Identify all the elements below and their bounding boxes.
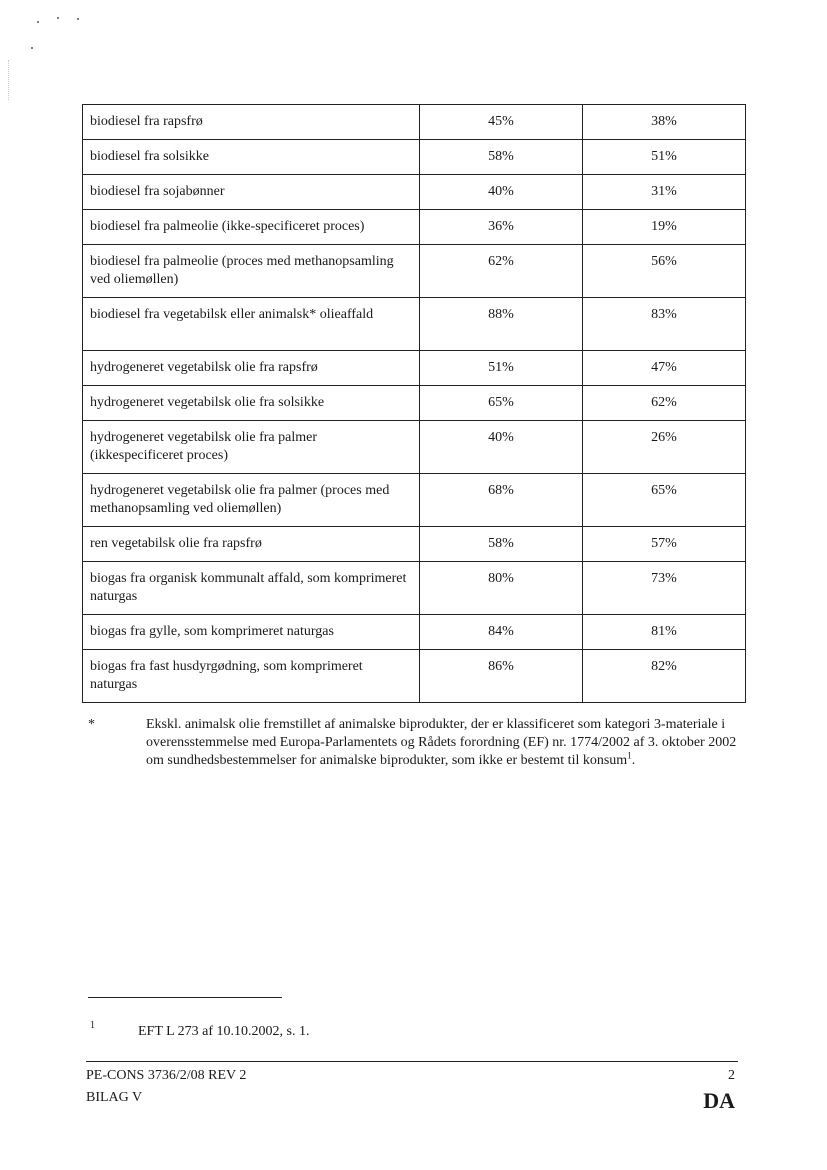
pathway-cell: ren vegetabilsk olie fra rapsfrø [83, 527, 420, 562]
default-value-cell: 47% [583, 351, 746, 386]
default-value-cell: 81% [583, 615, 746, 650]
scan-margin-mark [8, 60, 9, 100]
table-row [83, 386, 746, 421]
pathway-cell: biodiesel fra vegetabilsk eller animalsk* olieaffald [83, 298, 420, 351]
typical-value-cell: 68% [420, 474, 583, 527]
default-value-cell: 51% [583, 140, 746, 175]
default-value-cell: 38% [583, 105, 746, 140]
pathway-cell: biodiesel fra palmeolie (ikke-specificeret proces) [83, 210, 420, 245]
note-body: Ekskl. animalsk olie fremstillet af animalske biprodukter, der er klassificeret som kategori 3-materiale i overensstemmelse med Europa-Parlamentets og Rådets forordning (EF) nr. 1774/2002 af 3. oktober 2002 om sundhedsbestemmelser for animalske biprodukter, som ikke er bestemt til konsum [146, 717, 737, 768]
table-row [83, 562, 746, 615]
pathway-cell: biogas fra gylle, som komprimeret naturgas [83, 615, 420, 650]
footnote-text: EFT L 273 af 10.10.2002, s. 1. [138, 1024, 310, 1039]
pathway-cell: hydrogeneret vegetabilsk olie fra palmer (ikkespecificeret proces) [83, 421, 420, 474]
scan-specks [30, 10, 90, 50]
pathway-cell: hydrogeneret vegetabilsk olie fra solsikke [83, 386, 420, 421]
footnote-number: 1 [90, 1020, 95, 1031]
typical-value-cell: 86% [420, 650, 583, 703]
default-value-cell: 57% [583, 527, 746, 562]
table-row [83, 650, 746, 703]
pathway-cell: biodiesel fra sojabønner [83, 175, 420, 210]
table-row [83, 527, 746, 562]
default-value-cell: 65% [583, 474, 746, 527]
typical-value-cell: 51% [420, 351, 583, 386]
default-value-cell: 19% [583, 210, 746, 245]
default-value-cell: 82% [583, 650, 746, 703]
document-id: PE-CONS 3736/2/08 REV 2 [86, 1068, 247, 1083]
footer-divider [86, 1061, 738, 1062]
table-row [83, 175, 746, 210]
table-row [83, 210, 746, 245]
note-text [146, 716, 746, 770]
table-row [83, 245, 746, 298]
typical-value-cell: 45% [420, 105, 583, 140]
footnote-reference: 1 [627, 750, 632, 761]
default-value-cell: 83% [583, 298, 746, 351]
pathway-cell: biodiesel fra solsikke [83, 140, 420, 175]
default-value-cell: 56% [583, 245, 746, 298]
typical-value-cell: 58% [420, 527, 583, 562]
typical-value-cell: 84% [420, 615, 583, 650]
note-marker: * [88, 717, 95, 732]
table-row [83, 351, 746, 386]
table-row [83, 474, 746, 527]
pathway-cell: biodiesel fra palmeolie (proces med methanopsamling ved oliemøllen) [83, 245, 420, 298]
pathway-cell: hydrogeneret vegetabilsk olie fra rapsfrø [83, 351, 420, 386]
typical-value-cell: 58% [420, 140, 583, 175]
default-value-cell: 26% [583, 421, 746, 474]
table-row [83, 421, 746, 474]
table-row [83, 105, 746, 140]
default-value-cell: 31% [583, 175, 746, 210]
pathway-cell: biogas fra fast husdyrgødning, som komprimeret naturgas [83, 650, 420, 703]
footnote-separator [88, 997, 282, 998]
pathway-cell: biogas fra organisk kommunalt affald, som komprimeret naturgas [83, 562, 420, 615]
table-row [83, 140, 746, 175]
typical-value-cell: 36% [420, 210, 583, 245]
typical-value-cell: 62% [420, 245, 583, 298]
typical-value-cell: 40% [420, 175, 583, 210]
table-row [83, 298, 746, 351]
pathway-cell: biodiesel fra rapsfrø [83, 105, 420, 140]
annex-label: BILAG V [86, 1090, 143, 1105]
typical-value-cell: 65% [420, 386, 583, 421]
pathway-cell: hydrogeneret vegetabilsk olie fra palmer (proces med methanopsamling ved oliemøllen) [83, 474, 420, 527]
table-row [83, 615, 746, 650]
typical-value-cell: 40% [420, 421, 583, 474]
typical-value-cell: 88% [420, 298, 583, 351]
ghg-savings-table [82, 104, 746, 703]
page-number: 2 [728, 1068, 735, 1083]
typical-value-cell: 80% [420, 562, 583, 615]
default-value-cell: 73% [583, 562, 746, 615]
note-end: . [631, 753, 636, 768]
language-code: DA [703, 1088, 735, 1113]
default-value-cell: 62% [583, 386, 746, 421]
